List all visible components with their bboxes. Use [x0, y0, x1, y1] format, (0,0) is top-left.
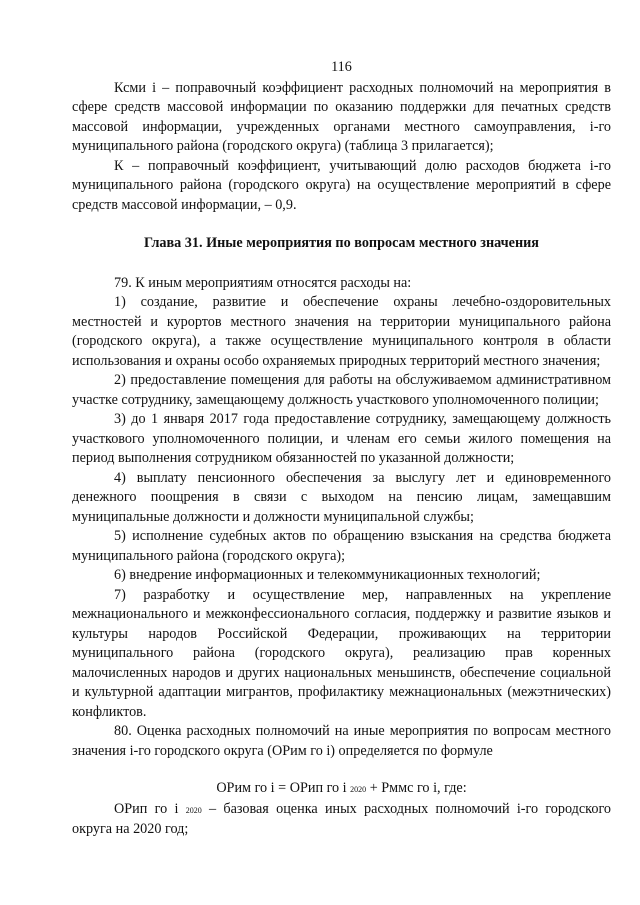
document-page [72, 58, 611, 840]
chapter-heading: Глава 31. Иные мероприятия по вопросам местного значения [144, 235, 539, 251]
list-item-5: 5) исполнение судебных актов по обращению взыскания на средства бюджета муниципального района (городского округа); [72, 528, 611, 564]
formula [72, 779, 611, 800]
formula-lhs: ОРим го i = ОРип го i [216, 780, 347, 796]
paragraph-orip-definition [72, 800, 611, 840]
paragraph-ksmi-definition: Ксми i – поправочный коэффициент расходных полномочий на мероприятия в сфере средств массовой информации по оказанию поддержки для печатных средств массовой информации, учрежденных органами местного самоуправления, i-го муниципального района (городского округа) (таблица 3 прилагается); [72, 79, 611, 154]
formula-lhs-subscript: 2020 [350, 785, 367, 794]
list-item-4: 4) выплату пенсионного обеспечения за выслугу лет и единовременного денежного поощрения в связи с выходом на пенсию лицам, замещавшим муниципальные должности и должности муниципальной службы; [72, 469, 611, 525]
definition-text: – базовая оценка иных расходных полномочий i-го городского округа на 2020 год; [72, 800, 612, 837]
list-item-6: 6) внедрение информационных и телекоммуникационных технологий; [114, 567, 541, 583]
page-number: 116 [331, 59, 352, 75]
paragraph-80: 80. Оценка расходных полномочий на иные мероприятия по вопросам местного значения i-го городского округа (ОРим го i) определяется по формуле [72, 723, 611, 759]
list-item-7: 7) разработку и осуществление мер, направленных на укрепление межнационального и межконфессионального согласия, поддержку и развитие языков и культуры народов Российской Федерации, проживающих на территории муниципального района (городского округа), реализацию прав коренных малочисленных народов и других национальных меньшинств, обеспечение социальной и культурной адаптации мигрантов, профилактику межнациональных (межэтнических) конфликтов. [72, 586, 611, 720]
list-item-3: 3) до 1 января 2017 года предоставление сотруднику, замещающему должность участкового уполномоченного полиции, и членам его семьи жилого помещения на период выполнения сотрудником обязанностей по указанной должности; [72, 411, 611, 466]
paragraph-79-intro: 79. К иным мероприятиям относятся расходы на: [114, 274, 412, 291]
list-item-2: 2) предоставление помещения для работы на обслуживаемом административном участке сотруднику, замещающему должность участкового уполномоченного полиции; [72, 372, 611, 408]
definition-term: ОРип го i [114, 800, 179, 817]
paragraph-k-definition: К – поправочный коэффициент, учитывающий долю расходов бюджета i-го муниципального района (городского округа) на осуществление мероприятий в сфере средств массовой информации, – 0,9. [72, 157, 611, 213]
formula-rhs: + Рммс го i, где: [366, 780, 467, 796]
list-item-1: 1) создание, развитие и обеспечение охраны лечебно-оздоровительных местностей и курортов местного значения на территории муниципального района (городского округа), а также осуществление муниципального контроля в области использования и охраны особо охраняемых природных территорий местного значения; [72, 294, 611, 369]
definition-term-subscript: 2020 [185, 805, 202, 815]
